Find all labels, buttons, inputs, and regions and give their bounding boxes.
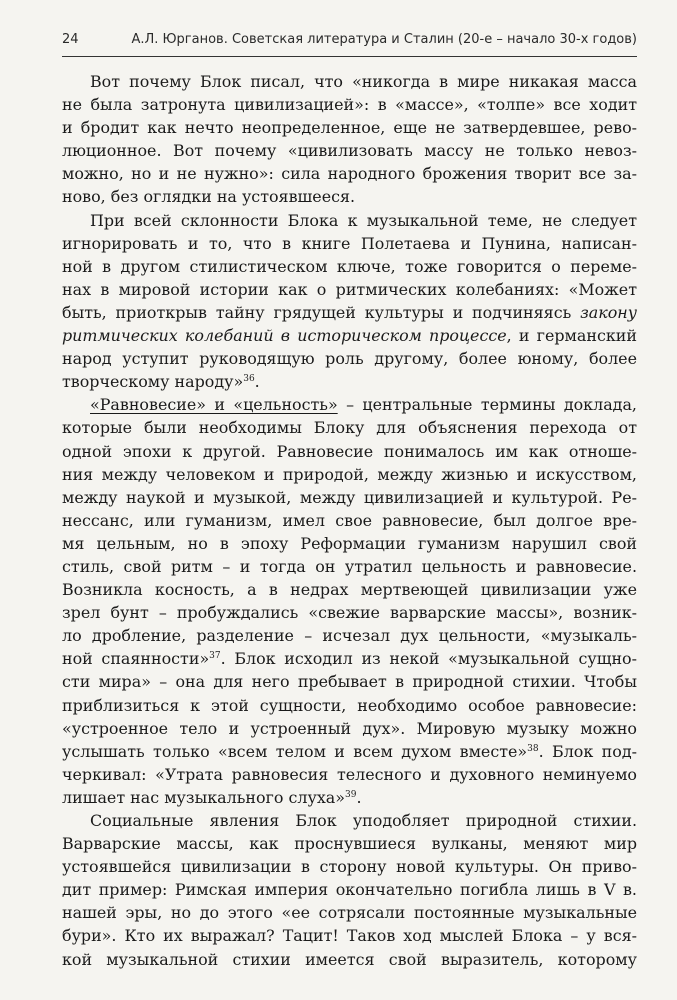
text-line xyxy=(62,832,637,855)
text-line xyxy=(62,347,637,370)
text-line xyxy=(62,162,637,185)
text-line xyxy=(62,278,637,301)
line-text: . xyxy=(254,372,260,392)
text-line xyxy=(62,740,637,763)
line-text: нессанс, или гуманизм, имел свое равновесие, был долгое вре- xyxy=(62,510,637,530)
line-text: нах в мировой истории как о ритмических колебаниях: «Может xyxy=(62,279,637,299)
text-line xyxy=(62,948,637,971)
text-line xyxy=(62,670,637,693)
line-text: быть, приоткрыв тайну грядущей культуры и подчиняясь xyxy=(62,302,581,322)
text-line xyxy=(62,809,637,832)
line-text: игнорировать и то, что в книге Полетаева и Пунина, написан- xyxy=(62,233,637,253)
text-line xyxy=(62,324,637,347)
line-text: приблизиться к этой сущности, необходимо особое равновесие: xyxy=(62,695,637,715)
page-header xyxy=(62,32,637,54)
body-text xyxy=(62,70,637,971)
line-text: Варварские массы, как проснувшиеся вулканы, меняют мир xyxy=(62,834,637,854)
text-line xyxy=(62,301,637,324)
line-text: . Блок под- xyxy=(538,741,637,761)
text-line xyxy=(62,209,637,232)
text-line xyxy=(62,93,637,116)
line-text: и бродит как нечто неопределенное, еще не затвердевшее, рево- xyxy=(62,118,637,138)
line-text: ной спаянности» xyxy=(62,649,210,669)
footnote-ref: 36 xyxy=(243,374,255,385)
text-line xyxy=(62,116,637,139)
italic-text: закону xyxy=(580,302,637,322)
line-text: устоявшейся цивилизации в сторону новой культуры. Он приво- xyxy=(62,857,637,877)
line-text: «устроенное тело и устроенный дух». Мировую музыку можно xyxy=(62,718,637,738)
text-line xyxy=(62,555,637,578)
line-text: сти мира» – она для него пребывает в природной стихии. Чтобы xyxy=(62,672,637,692)
italic-text: ритмических колебаний в историческом процессе xyxy=(62,326,507,346)
text-line xyxy=(62,855,637,878)
text-line xyxy=(62,924,637,947)
line-text: дит пример: Римская империя окончательно погибла лишь в V в. xyxy=(62,880,637,900)
text-line xyxy=(62,878,637,901)
line-text: лишает нас музыкального слуха» xyxy=(62,787,345,807)
line-text: Социальные явления Блок уподобляет природной стихии. xyxy=(90,811,637,830)
text-line xyxy=(62,393,637,416)
text-line xyxy=(62,578,637,601)
text-line xyxy=(62,763,637,786)
text-line xyxy=(62,139,637,162)
text-line xyxy=(62,786,637,809)
text-line xyxy=(62,70,637,93)
line-text: можно, но и не нужно»: сила народного брожения творит все за- xyxy=(62,164,637,184)
text-line xyxy=(62,440,637,463)
line-text: мя цельным, но в эпоху Реформации гуманизм нарушил свой xyxy=(62,533,637,553)
line-text: – центральные термины доклада, xyxy=(337,395,637,415)
running-title: А.Л. Юрганов. Советская литература и Сталин (20-е – начало 30-х годов) xyxy=(131,32,637,47)
line-text: бури». Кто их выражал? Тацит! Таков ход мыслей Блока – у вся- xyxy=(62,926,637,946)
line-text: . xyxy=(356,787,362,807)
text-line xyxy=(62,486,637,509)
line-text: нашей эры, но до этого «ее сотрясали постоянные музыкальные xyxy=(62,903,637,923)
text-line xyxy=(62,901,637,924)
underlined-term: «Равновесие» и «цельность» xyxy=(90,395,338,415)
text-line xyxy=(62,232,637,255)
text-line xyxy=(62,463,637,486)
line-text: Возникла косность, а в недрах мертвеющей цивилизации уже xyxy=(62,580,637,600)
line-text: зрел бунт – пробуждались «свежие варварские массы», возник- xyxy=(62,603,637,623)
line-text: стиль, свой ритм – и тогда он утратил цельность и равновесие. xyxy=(62,556,637,576)
text-line xyxy=(62,694,637,717)
line-text: люционное. Вот почему «цивилизовать массу не только невоз- xyxy=(62,141,637,161)
footnote-ref: 39 xyxy=(344,789,357,800)
text-line xyxy=(62,416,637,439)
text-line xyxy=(62,601,637,624)
text-line xyxy=(62,717,637,740)
text-line xyxy=(62,509,637,532)
footnote-ref: 37 xyxy=(209,651,221,662)
line-text: черкивал: «Утрата равновесия телесного и духовного неминуемо xyxy=(62,764,637,784)
line-text: кой музыкальной стихии имеется свой выразитель, которому xyxy=(62,949,637,969)
line-text: ной в другом стилистическом ключе, тоже говорится о переме- xyxy=(62,256,637,276)
line-text: Вот почему Блок писал, что «никогда в мире никакая масса xyxy=(90,72,637,91)
footnote-ref: 38 xyxy=(527,743,539,754)
line-text: услышать только «всем телом и всем духом вместе» xyxy=(62,741,528,761)
text-line xyxy=(62,255,637,278)
line-text: которые были необходимы Блоку для объяснения перехода от xyxy=(62,418,637,438)
line-text: ния между человеком и природой, между жизнью и искусством, xyxy=(62,464,637,484)
line-text: не была затронута цивилизацией»: в «массе», «толпе» все ходит xyxy=(62,95,637,115)
line-text: между наукой и музыкой, между цивилизацией и культурой. Ре- xyxy=(62,487,637,507)
line-text: . Блок исходил из некой «музыкальной сущно- xyxy=(220,649,637,669)
line-text: , и германский xyxy=(506,326,637,346)
header-rule xyxy=(62,56,637,57)
line-text: ло дробление, разделение – исчезал дух цельности, «музыкаль- xyxy=(62,626,637,646)
text-line xyxy=(62,532,637,555)
line-text: одной эпохи к другой. Равновесие понималось им как отноше- xyxy=(62,441,637,461)
text-line xyxy=(62,647,637,670)
text-line xyxy=(62,624,637,647)
line-text: При всей склонности Блока к музыкальной теме, не следует xyxy=(90,210,637,230)
page-number: 24 xyxy=(62,32,79,47)
line-text: ново, без оглядки на устоявшееся. xyxy=(62,187,356,207)
line-text: народ уступит руководящую роль другому, более юному, более xyxy=(62,349,637,369)
line-text: творческому народу» xyxy=(62,372,244,392)
text-line xyxy=(62,370,637,393)
text-line xyxy=(62,185,637,208)
